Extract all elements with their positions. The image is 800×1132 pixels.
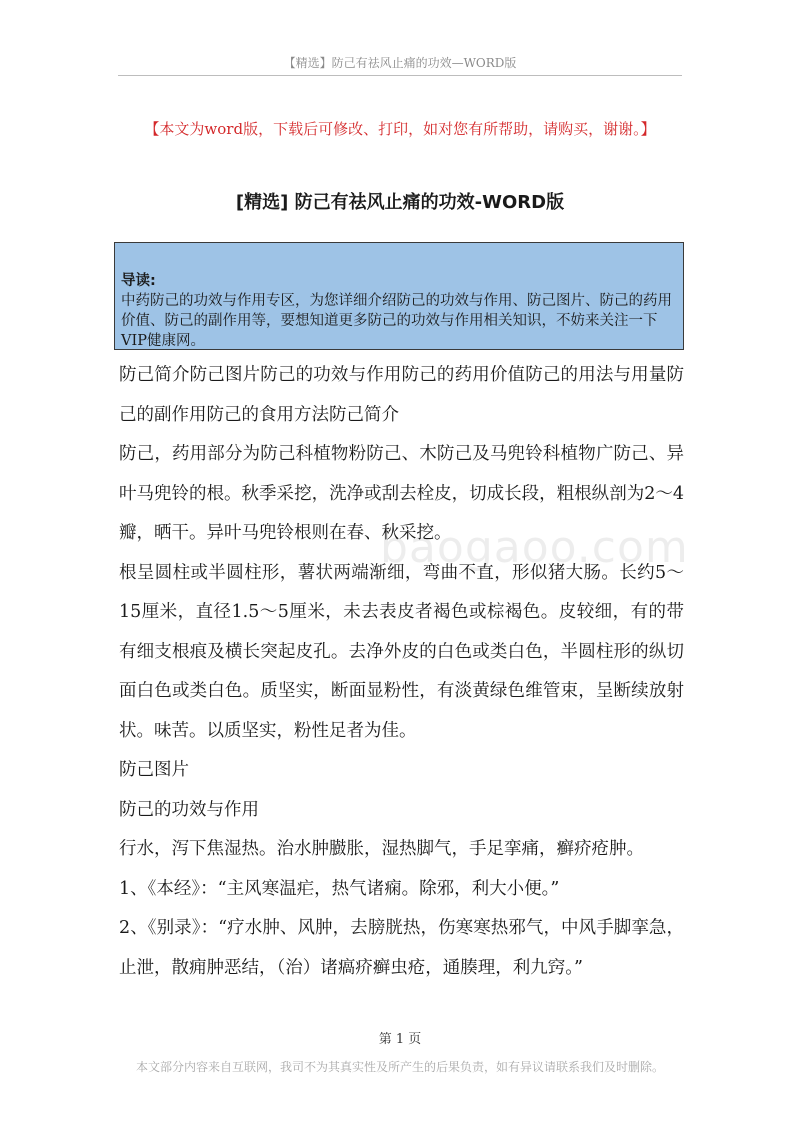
document-title: [精选] 防己有祛风止痛的功效-WORD版 (235, 192, 565, 213)
page-number: 第 1 页 (378, 1032, 422, 1047)
page-header: 【精选】防己有祛风止痛的功效—WORD版 (118, 54, 682, 76)
intro-box (114, 242, 684, 350)
body-text (119, 356, 684, 988)
watermark: baogaoo.com (380, 522, 689, 573)
quote-bielu: 2、《别录》：“疗水肿、风肿，去膀胱热，伤寒寒热邪气，中风手脚挛急，止泄，散痈肿恶结，（治）诸瘑疥癣虫疮，通腠理，利九窍。” (119, 918, 684, 978)
intro-text: 中药防己的功效与作用专区，为您详细介绍防己的功效与作用、防己图片、防己的药用价值、防己的副作用等，要想知道更多防己的功效与作用相关知识，不妨来关注一下VIP健康网。 (121, 293, 672, 349)
heading-effects: 防己的功效与作用 (119, 799, 259, 820)
heading-images: 防己图片 (119, 760, 189, 780)
quote-benjing: 1、《本经》：“主风寒温疟，热气诸痫。除邪，利大小便。” (119, 878, 560, 899)
paragraph-toc: 防己简介防己图片防己的功效与作用防己的药用价值防己的用法与用量防己的副作用防己的食用方法防己简介 (119, 365, 684, 425)
page-footer: 本文部分内容来自互联网，我司不为其真实性及所产生的后果负责，如有异议请联系我们及时删除。 (135, 1060, 664, 1074)
paragraph-effects: 行水，泻下焦湿热。治水肿臌胀，湿热脚气，手足挛痛，癣疥疮肿。 (119, 839, 644, 859)
paragraph-description: 根呈圆柱或半圆柱形，薯状两端渐细，弯曲不直，形似猪大肠。长约5～15厘米，直径1.5～5厘米，未去表皮者褐色或棕褐色。皮较细，有的带有细支根痕及横长突起皮孔。去净外皮的白色或类白色，半圆柱形的纵切面白色或类白色。质坚实，断面显粉性，有淡黄绿色维管束，呈断续放射状。味苦。以质坚实，粉性足者为佳。 (119, 562, 684, 741)
intro-label: 导读: (121, 273, 156, 289)
paragraph-source: 防己，药用部分为防己科植物粉防己、木防己及马兜铃科植物广防己、异叶马兜铃的根。秋季采挖，洗净或刮去栓皮，切成长段，粗根纵剖为2～4瓣，晒干。异叶马兜铃根则在春、秋采挖。 (119, 444, 684, 543)
word-version-notice: 【本文为word版，下载后可修改、打印，如对您有所帮助，请购买，谢谢。】 (144, 120, 656, 138)
